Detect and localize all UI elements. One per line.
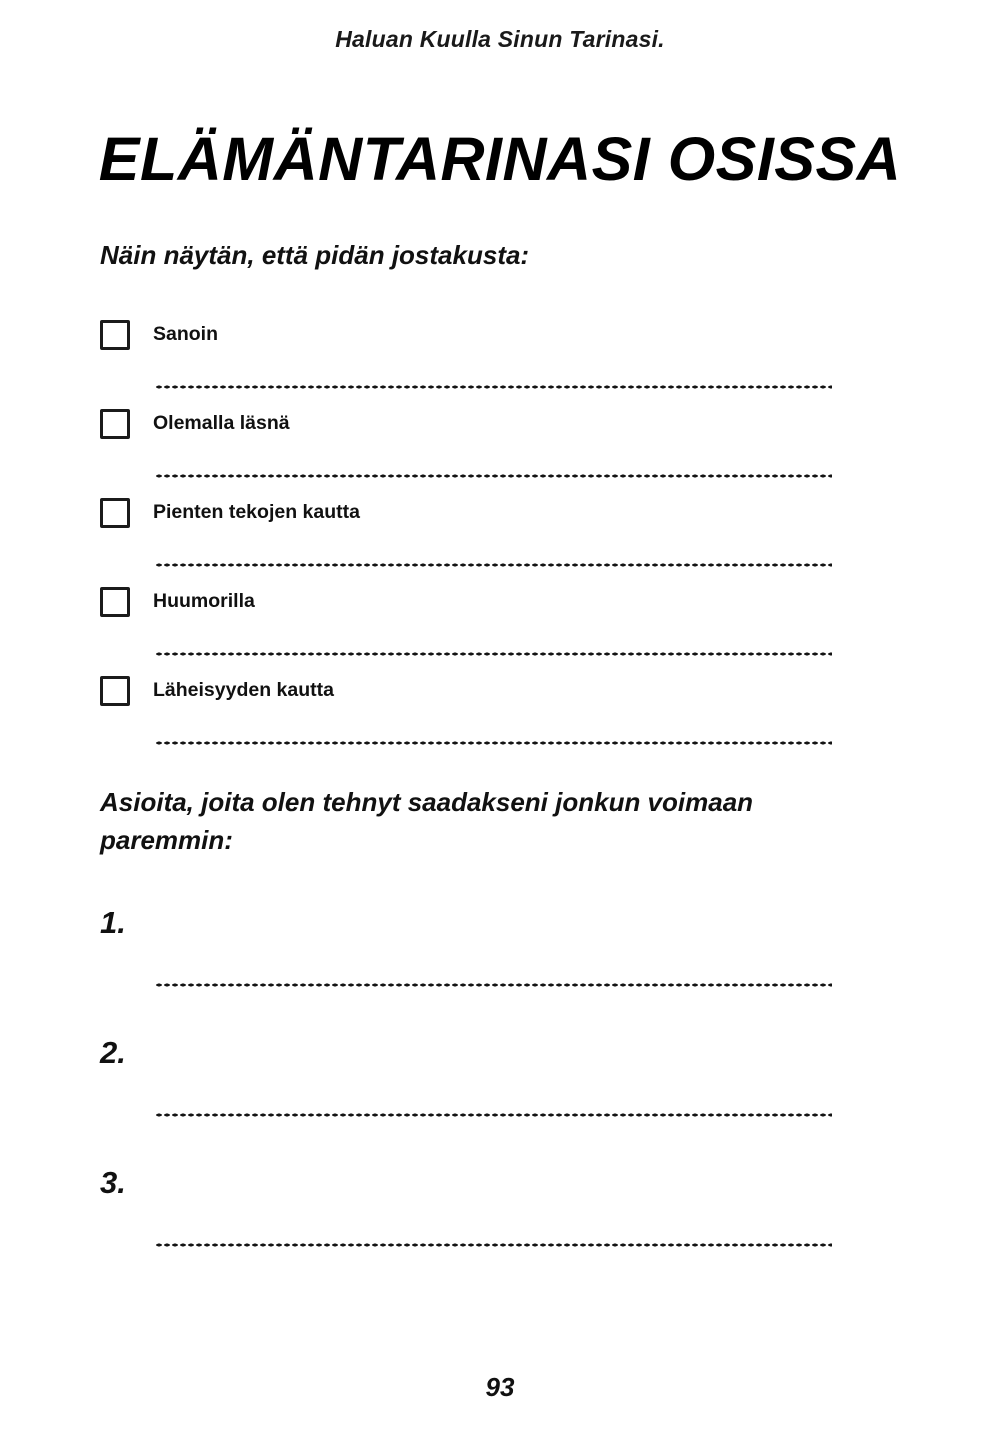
writing-line[interactable] (155, 983, 832, 987)
checkbox-icon[interactable] (100, 498, 130, 528)
writing-line[interactable] (155, 385, 832, 389)
checklist-item-label: Läheisyyden kautta (153, 679, 334, 701)
page-number: 93 (485, 1372, 515, 1402)
checklist-item-label: Huumorilla (153, 590, 255, 612)
numbered-item-marker: 1. (100, 905, 126, 940)
numbered-item-marker: 2. (100, 1035, 126, 1070)
writing-line[interactable] (155, 1113, 832, 1117)
section-heading-checklist: Näin näytän, että pidän jostakusta: (100, 240, 530, 270)
checklist-item-label: Sanoin (153, 323, 219, 345)
section-heading-numbered: Asioita, joita olen tehnyt saadakseni jonkun voimaan paremmin: (100, 787, 754, 855)
writing-line[interactable] (155, 1243, 832, 1247)
numbered-row[interactable] (100, 1165, 832, 1295)
checklist-item-label: Pienten tekojen kautta (153, 501, 360, 523)
writing-line[interactable] (155, 474, 832, 478)
numbered-section (100, 905, 832, 1295)
checkbox-icon[interactable] (100, 676, 130, 706)
checklist-section (100, 318, 832, 763)
checkbox-icon[interactable] (100, 409, 130, 439)
writing-line[interactable] (155, 741, 832, 745)
checklist-row[interactable] (100, 674, 832, 763)
checkbox-icon[interactable] (100, 587, 130, 617)
header-eyebrow: Haluan Kuulla Sinun Tarinasi. (335, 26, 665, 52)
checkbox-icon[interactable] (100, 320, 130, 350)
checklist-item-label: Olemalla läsnä (153, 412, 290, 434)
numbered-row[interactable] (100, 1035, 832, 1165)
checklist-row[interactable] (100, 407, 832, 496)
writing-line[interactable] (155, 652, 832, 656)
checklist-row[interactable] (100, 585, 832, 674)
checklist-row[interactable] (100, 318, 832, 407)
numbered-row[interactable] (100, 905, 832, 1035)
writing-line[interactable] (155, 563, 832, 567)
checklist-row[interactable] (100, 496, 832, 585)
page-title: ELÄMÄNTARINASI OSISSA (98, 124, 902, 193)
numbered-item-marker: 3. (100, 1165, 126, 1200)
